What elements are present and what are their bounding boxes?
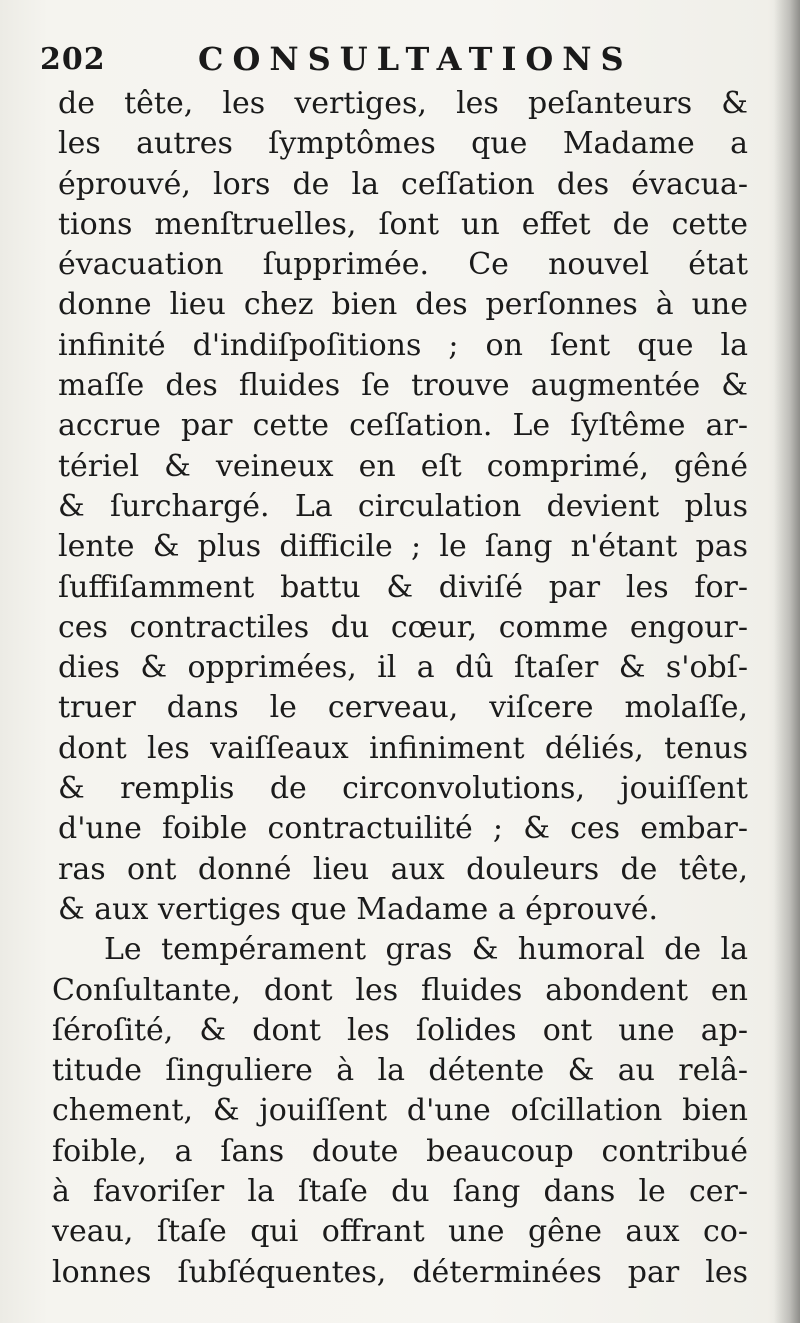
text-line: lonnes ſubſéquentes, déterminées par les [52,1254,748,1290]
text-line: évacuation ſupprimée. Ce nouvel état [58,247,748,283]
text-line: chement, & jouiſſent d'une oſcillation bien [52,1093,748,1129]
text-line: maſſe des fluides ſe trouve augmentée & [58,368,748,404]
text-line: foible, a ſans doute beaucoup contribué [52,1133,748,1169]
text-line: & aux vertiges que Madame a éprouvé. [58,891,659,927]
page-header [40,40,633,90]
text-line: donne lieu chez bien des perſonnes à une [58,287,748,323]
text-line: veau, ſtaſe qui offrant une gêne aux co- [52,1214,748,1250]
text-line: les autres ſymptômes que Madame a [58,126,748,162]
text-line: truer dans le cerveau, viſcere molaſſe, [58,690,748,726]
text-line: ſéroſité, & dont les ſolides ont une ap- [52,1012,748,1048]
text-line: & remplis de circonvolutions, jouiſſent [58,771,748,807]
text-line: titude ſinguliere à la détente & au relâ- [52,1053,748,1089]
text-line: Le tempérament gras & humoral de la [104,932,748,968]
text-line: dont les vaiſſeaux infiniment déliés, tenus [58,730,748,766]
text-line: ſuffiſamment battu & diviſé par les for- [58,569,748,605]
text-line: à favoriſer la ſtaſe du ſang dans le cer- [52,1174,748,1210]
page-number: 202 [40,42,106,77]
text-line: & ſurchargé. La circulation devient plus [58,488,748,524]
text-line: tions menſtruelles, ſont un effet de cette [58,206,748,242]
text-line: accrue par cette ceſſation. Le ſyſtême ar- [58,408,748,444]
text-line: tériel & veineux en eſt comprimé, gêné [58,448,748,484]
text-line: Conſultante, dont les fluides abondent en [52,972,748,1008]
running-head: CONSULTATIONS [198,40,633,78]
text-line: dies & opprimées, il a dû ſtaſer & s'obſ- [58,650,748,686]
text-line: infinité d'indiſpoſitions ; on ſent que la [58,327,748,363]
text-line: ces contractiles du cœur, comme engour- [58,609,748,645]
text-line: de tête, les vertiges, les peſanteurs & [58,86,748,121]
text-line: ras ont donné lieu aux douleurs de tête, [58,851,748,887]
page-edge-shadow [774,0,800,1323]
text-line: lente & plus difficile ; le ſang n'étant pas [58,529,748,565]
text-line: éprouvé, lors de la ceſſation des évacua- [58,166,748,202]
text-line: d'une foible contractuilité ; & ces embar- [58,811,748,847]
body-text [52,84,748,1293]
